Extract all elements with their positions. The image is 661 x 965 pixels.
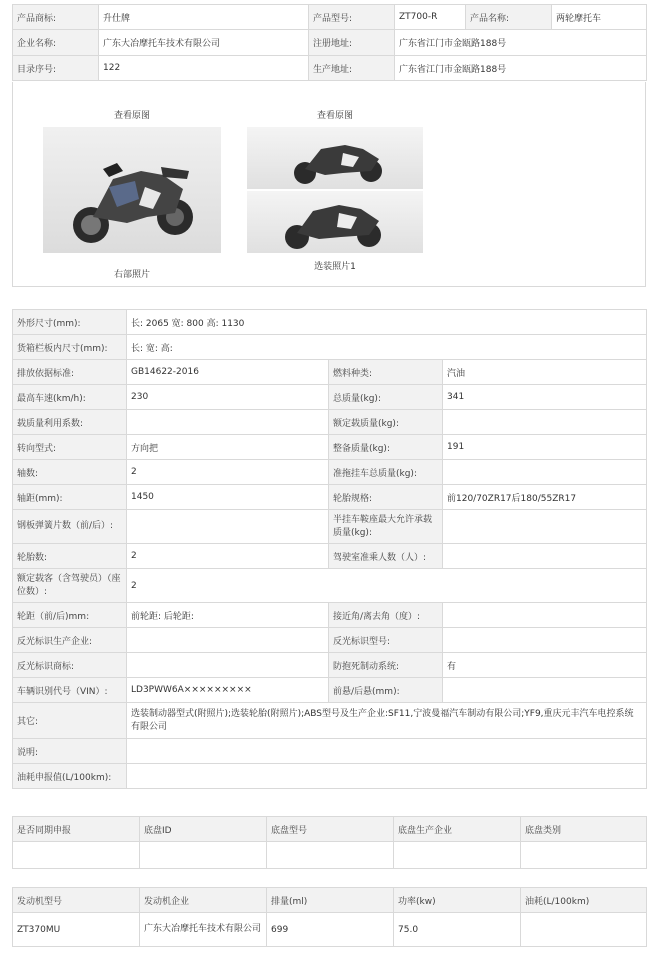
caption-right-photo: 右部照片 xyxy=(113,270,150,280)
engine-model-cell: ZT370MU xyxy=(13,913,140,947)
engine-header-power: 功率(kw) xyxy=(394,888,521,913)
other-value: 选装制动器型式(附照片);选装轮胎(附照片);ABS型号及生产企业:SF11,宁波曼福汽车制动有限公司;YF9,重庆元丰汽车电控系统有限公司 xyxy=(127,703,647,739)
curb-value: 191 xyxy=(443,435,647,460)
wheelbase-label: 轴距(mm): xyxy=(13,485,127,510)
curb-label: 整备质量(kg): xyxy=(329,435,443,460)
reflector-company-value xyxy=(127,628,329,653)
option-photo-top[interactable] xyxy=(247,127,423,189)
cargo-value: 长: 宽: 高: xyxy=(127,335,647,360)
photo-right xyxy=(43,108,221,280)
track-label: 轮距（前/后)mm: xyxy=(13,603,127,628)
trailer-label: 准拖挂车总质量(kg): xyxy=(329,460,443,485)
abs-value: 有 xyxy=(443,653,647,678)
emission-value: GB14622-2016 xyxy=(127,360,329,385)
engine-power-cell: 75.0 xyxy=(394,913,521,947)
company-value: 广东大冶摩托车技术有限公司 xyxy=(99,30,309,56)
chassis-cell xyxy=(13,842,140,869)
tires-count-value: 2 xyxy=(127,544,329,569)
abs-label: 防抱死制动系统: xyxy=(329,653,443,678)
engine-company-cell: 广东大冶摩托车技术有限公司 xyxy=(140,913,267,947)
photo-option xyxy=(247,108,423,272)
prod-address-label: 生产地址: xyxy=(309,56,395,81)
option-photo-bottom[interactable] xyxy=(247,191,423,253)
motorcycle-icon xyxy=(247,127,423,189)
brand-label: 产品商标: xyxy=(13,5,99,30)
reflector-model-value xyxy=(443,628,647,653)
engine-header-model: 发动机型号 xyxy=(13,888,140,913)
tire-label: 轮胎规格: xyxy=(329,485,443,510)
track-value: 前轮距: 后轮距: xyxy=(127,603,329,628)
total-mass-label: 总质量(kg): xyxy=(329,385,443,410)
fuel-consumption-label: 油耗申报值(L/100km): xyxy=(13,764,127,789)
overhang-label: 前悬/后悬(mm): xyxy=(329,678,443,703)
catalog-label: 目录序号: xyxy=(13,56,99,81)
semi-trailer-value xyxy=(443,510,647,544)
engine-header-company: 发动机企业 xyxy=(140,888,267,913)
fuel-label: 燃料种类: xyxy=(329,360,443,385)
engine-header-displacement: 排量(ml) xyxy=(267,888,394,913)
chassis-cell xyxy=(521,842,647,869)
chassis-header-id: 底盘ID xyxy=(140,817,267,842)
motorcycle-icon xyxy=(43,127,221,253)
catalog-value: 122 xyxy=(99,56,309,81)
engine-header-fuel: 油耗(L/100km) xyxy=(521,888,647,913)
vin-value: LD3PWW6A××××××××× xyxy=(127,678,329,703)
steering-label: 转向型式: xyxy=(13,435,127,460)
steering-value: 方向把 xyxy=(127,435,329,460)
rated-load-label: 额定载质量(kg): xyxy=(329,410,443,435)
photo-panel xyxy=(12,82,646,287)
angle-value xyxy=(443,603,647,628)
reflector-model-label: 反光标识型号: xyxy=(329,628,443,653)
vin-label: 车辆识别代号（VIN）: xyxy=(13,678,127,703)
reflector-brand-label: 反光标识商标: xyxy=(13,653,127,678)
cargo-label: 货箱栏板内尺寸(mm): xyxy=(13,335,127,360)
chassis-table xyxy=(12,816,647,869)
brand-value: 升仕牌 xyxy=(99,5,309,30)
prod-address-value: 广东省江门市金瓯路188号 xyxy=(395,56,647,81)
model-label: 产品型号: xyxy=(309,5,395,30)
specs-table xyxy=(12,309,647,789)
reflector-company-label: 反光标识生产企业: xyxy=(13,628,127,653)
cab-label: 驾驶室准乘人数（人）: xyxy=(329,544,443,569)
model-value: ZT700-R xyxy=(395,5,466,30)
cab-value xyxy=(443,544,647,569)
trailer-value xyxy=(443,460,647,485)
overhang-value xyxy=(443,678,647,703)
motorcycle-icon xyxy=(247,191,423,253)
total-mass-value: 341 xyxy=(443,385,647,410)
chassis-cell xyxy=(140,842,267,869)
axles-value: 2 xyxy=(127,460,329,485)
emission-label: 排放依据标准: xyxy=(13,360,127,385)
angle-label: 接近角/离去角（度）: xyxy=(329,603,443,628)
tires-count-label: 轮胎数: xyxy=(13,544,127,569)
wheelbase-value: 1450 xyxy=(127,485,329,510)
note-value xyxy=(127,739,647,764)
product-info-table xyxy=(12,4,647,81)
reg-address-label: 注册地址: xyxy=(309,30,395,56)
engine-fuel-cell xyxy=(521,913,647,947)
company-label: 企业名称: xyxy=(13,30,99,56)
product-name-label: 产品名称: xyxy=(466,5,552,30)
note-label: 说明: xyxy=(13,739,127,764)
chassis-cell xyxy=(267,842,394,869)
leaf-spring-value xyxy=(127,510,329,544)
engine-table xyxy=(12,887,647,947)
tire-value: 前120/70ZR17后180/55ZR17 xyxy=(443,485,647,510)
rated-load-value xyxy=(443,410,647,435)
chassis-cell xyxy=(394,842,521,869)
axles-label: 轴数: xyxy=(13,460,127,485)
other-label: 其它: xyxy=(13,703,127,739)
load-util-label: 载质量利用系数: xyxy=(13,410,127,435)
product-name-value: 两轮摩托车 xyxy=(552,5,647,30)
semi-trailer-label: 半挂车鞍座最大允许承载质量(kg): xyxy=(329,510,443,544)
dims-label: 外形尺寸(mm): xyxy=(13,310,127,335)
leaf-spring-label: 钢板弹簧片数（前/后）: xyxy=(13,510,127,544)
chassis-header-type: 底盘类别 xyxy=(521,817,647,842)
reflector-brand-value xyxy=(127,653,329,678)
fuel-consumption-value xyxy=(127,764,647,789)
fuel-value: 汽油 xyxy=(443,360,647,385)
chassis-header-company: 底盘生产企业 xyxy=(394,817,521,842)
motorcycle-right-photo[interactable] xyxy=(43,127,221,253)
seats-value: 2 xyxy=(127,569,647,603)
speed-label: 最高车速(km/h): xyxy=(13,385,127,410)
caption-option-photo: 选装照片1 xyxy=(314,262,356,272)
seats-label: 额定载客（含驾驶员）（座位数）: xyxy=(13,569,127,603)
engine-displacement-cell: 699 xyxy=(267,913,394,947)
view-original-link-1[interactable]: 查看原图 xyxy=(113,111,150,121)
reg-address-value: 广东省江门市金瓯路188号 xyxy=(395,30,647,56)
chassis-header-sync: 是否同期申报 xyxy=(13,817,140,842)
dims-value: 长: 2065 宽: 800 高: 1130 xyxy=(127,310,647,335)
speed-value: 230 xyxy=(127,385,329,410)
view-original-link-2[interactable]: 查看原图 xyxy=(316,111,353,121)
load-util-value xyxy=(127,410,329,435)
chassis-header-model: 底盘型号 xyxy=(267,817,394,842)
